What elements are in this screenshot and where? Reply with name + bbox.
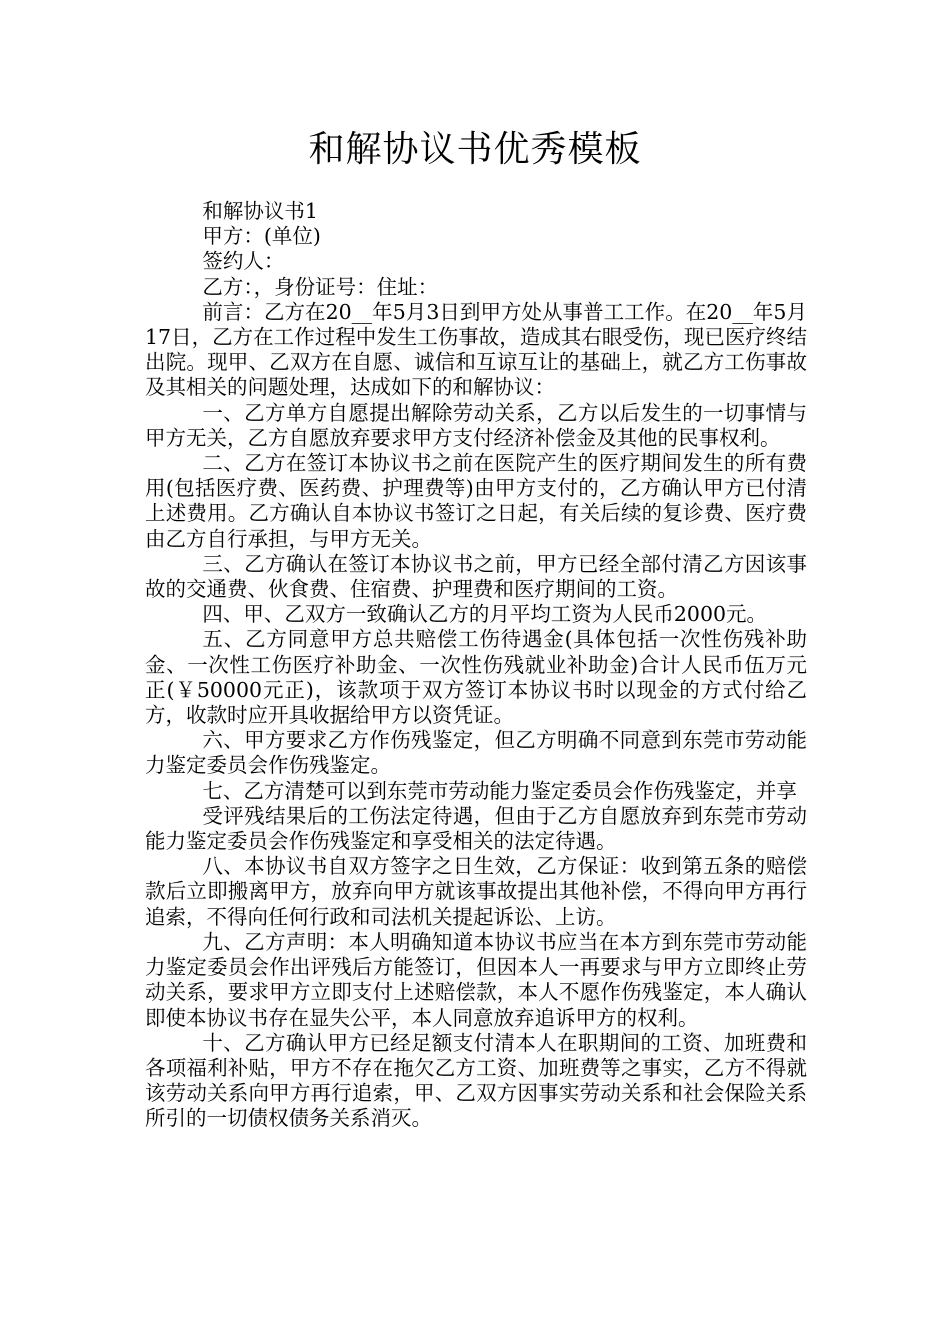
clause-7-continued: 受评残结果后的工伤法定待遇，但由于乙方自愿放弃到东莞市劳动能力鉴定委员会作伤残鉴定和享受相关的法定待遇。 [145,803,807,854]
agreement-number: 和解协议书1 [202,199,318,223]
clause-4: 四、甲、乙双方一致确认乙方的月平均工资为人民币2000元。 [202,602,768,627]
clause-2: 二、乙方在签订本协议书之前在医院产生的医疗期间发生的所有费用(包括医疗费、医药费、护理费等)由甲方支付的，乙方确认甲方已付清上述费用。乙方确认自本协议书签订之日起，有关后续的复诊费、医疗费由乙方自行承担，与甲方无关。 [145,451,807,551]
document-body [145,199,807,1132]
clause-9: 九、乙方声明：本人明确知道本协议书应当在本方到东莞市劳动能力鉴定委员会作出评残后方能签订，但因本人一再要求与甲方立即终止劳动关系，要求甲方立即支付上述赔偿款，本人不愿作伤残鉴定，本人确认即使本协议书存在显失公平，本人同意放弃追诉甲方的权利。 [145,929,807,1030]
clause-1: 一、乙方单方自愿提出解除劳动关系，乙方以后发生的一切事情与甲方无关，乙方自愿放弃要求甲方支付经济补偿金及其他的民事权利。 [145,400,807,450]
preamble-paragraph: 前言：乙方在20__年5月3日到甲方处从事普工工作。在20__年5月17日，乙方在工作过程中发生工伤事故，造成其右眼受伤，现已医疗终结出院。现甲、乙双方在自愿、诚信和互谅互让的基础上，就乙方工伤事故及其相关的问题处理，达成如下的和解协议： [145,299,807,400]
clause-10: 十、乙方确认甲方已经足额支付清本人在职期间的工资、加班费和各项福利补贴，甲方不存在拖欠乙方工资、加班费等之事实，乙方不得就该劳动关系向甲方再行追索，甲、乙双方因事实劳动关系和社会保险关系所引的一切债权债务关系消灭。 [145,1030,807,1131]
signatory-line: 签约人： [202,249,285,274]
party-a-line: 甲方：(单位) [202,224,321,249]
party-b-line: 乙方：，身份证号：住址： [202,274,439,299]
clause-5: 五、乙方同意甲方总共赔偿工伤待遇金(具体包括一次性伤残补助金、一次性工伤医疗补助金、一次性伤残就业补助金)合计人民币伍万元正(￥50000元正)，该款项于双方签订本协议书时以现金的方式付给乙方，收款时应开具收据给甲方以资凭证。 [145,627,807,728]
clause-8: 八、本协议书自双方签字之日生效，乙方保证：收到第五条的赔偿款后立即搬离甲方，放弃向甲方就该事故提出其他补偿，不得向甲方再行追索，不得向任何行政和司法机关提起诉讼、上访。 [145,854,807,929]
clause-6: 六、甲方要求乙方作伤残鉴定，但乙方明确不同意到东莞市劳动能力鉴定委员会作伤残鉴定。 [145,728,807,778]
clause-3: 三、乙方确认在签订本协议书之前，甲方已经全部付清乙方因该事故的交通费、伙食费、住宿费、护理费和医疗期间的工资。 [145,551,807,602]
clause-7: 七、乙方清楚可以到东莞市劳动能力鉴定委员会作伤残鉴定，并享 [202,778,797,803]
document-title: 和解协议书优秀模板 [308,129,642,170]
